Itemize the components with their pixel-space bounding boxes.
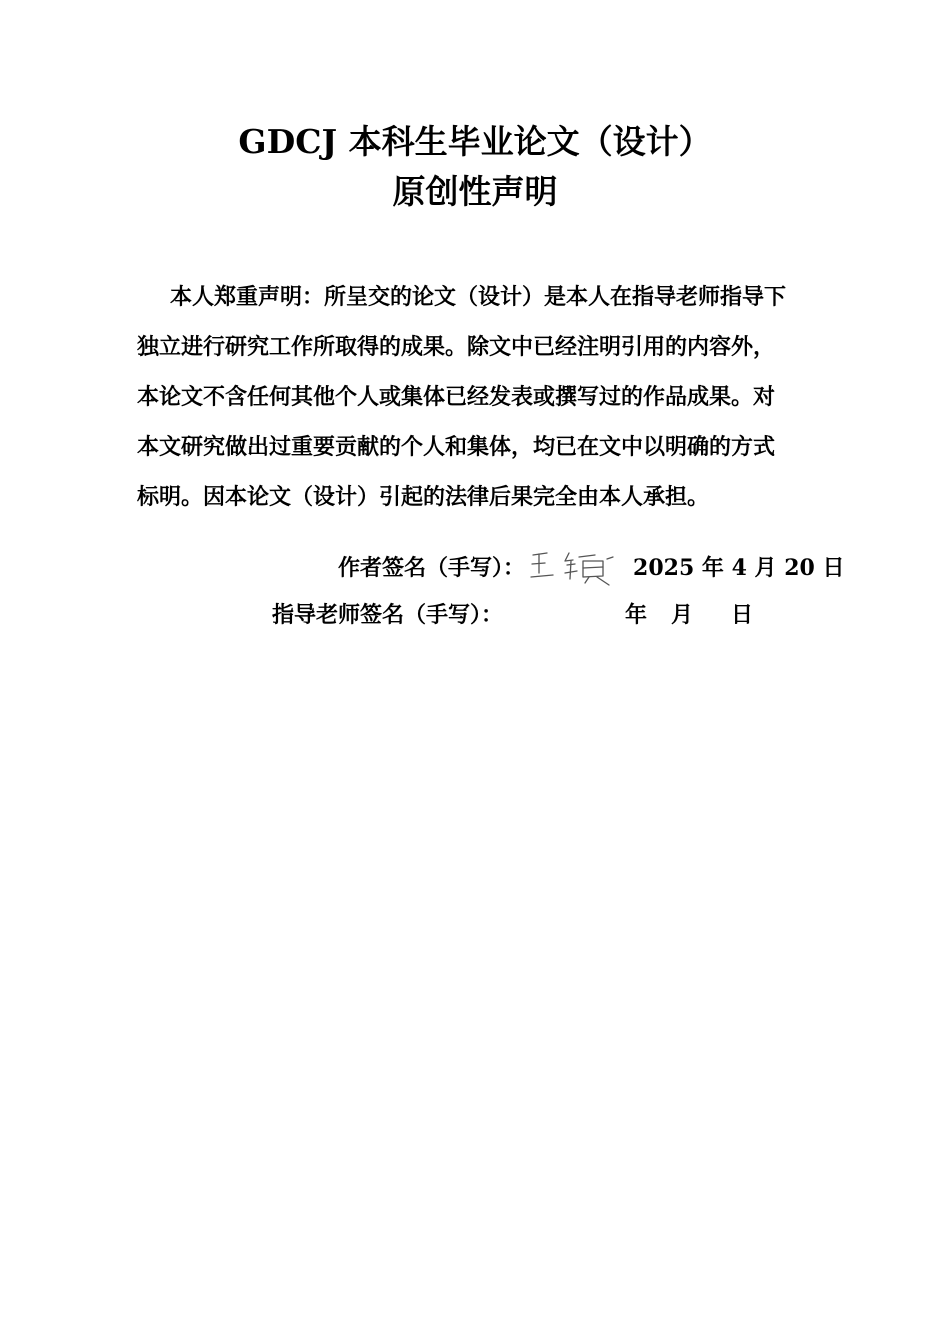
declaration-line: 本论文不含任何其他个人或集体已经发表或撰写过的作品成果。对 [137, 384, 776, 410]
declaration-line: 本人郑重声明：所呈交的论文（设计）是本人在指导老师指导下 [170, 284, 787, 310]
declaration-line: 独立进行研究工作所取得的成果。除文中已经注明引用的内容外， [137, 334, 776, 360]
advisor-date-month: 月 [671, 602, 694, 628]
declaration-text [137, 272, 842, 522]
declaration-line: 本文研究做出过重要贡献的个人和集体，均已在文中以明确的方式 [137, 434, 776, 460]
page-subtitle: 原创性声明 [392, 172, 558, 211]
advisor-date-year: 年 [625, 602, 648, 628]
author-date: 2025 年 4 月 20 日 [633, 555, 845, 581]
author-signature-row [338, 549, 844, 589]
advisor-signature-label: 指导老师签名（手写）： [272, 602, 504, 628]
declaration-line: 标明。因本论文（设计）引起的法律后果完全由本人承担。 [137, 484, 710, 510]
handwritten-signature [527, 549, 619, 589]
author-signature-label: 作者签名（手写）： [338, 555, 526, 581]
page-title: GDCJ 本科生毕业论文（设计） [238, 122, 712, 161]
advisor-signature-row [272, 600, 753, 630]
advisor-date-day: 日 [731, 602, 754, 628]
